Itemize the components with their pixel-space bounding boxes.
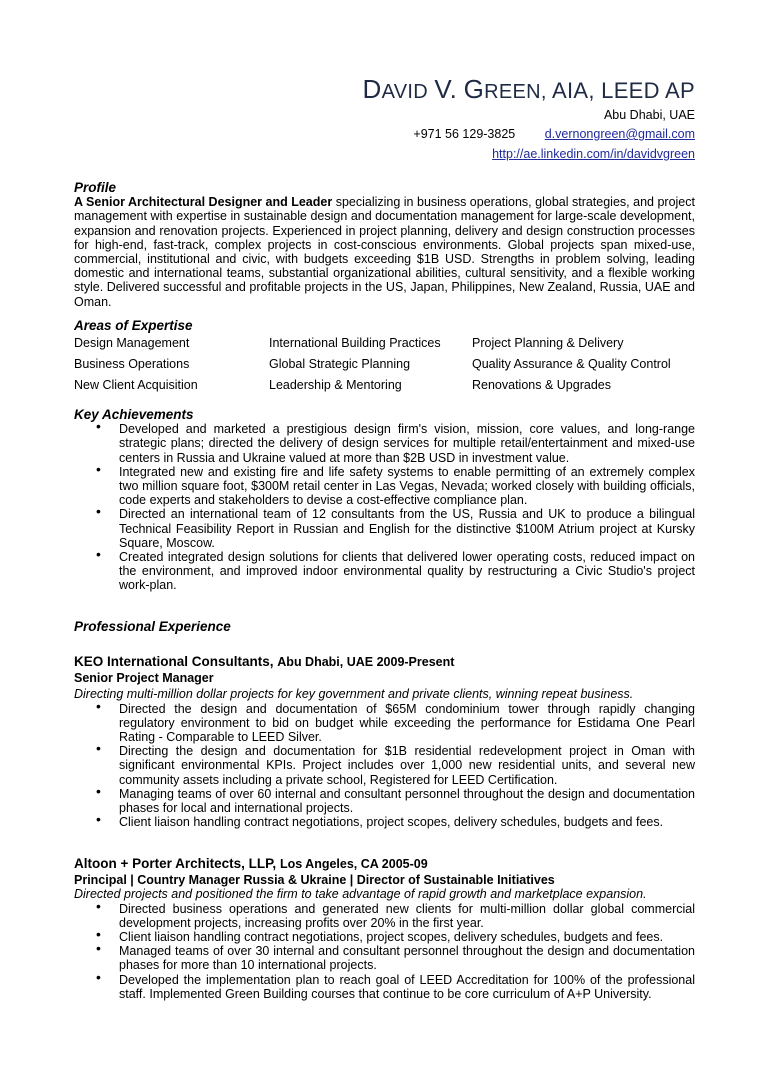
list-item bbox=[74, 546, 695, 593]
name-first-rest: AVID bbox=[381, 81, 428, 103]
job-keo bbox=[74, 655, 695, 829]
expertise-item: International Building Practices bbox=[269, 335, 441, 350]
list-item bbox=[74, 740, 695, 787]
linkedin-link[interactable]: http://ae.linkedin.com/in/davidvgreen bbox=[492, 147, 695, 161]
bullet-icon: • bbox=[96, 418, 101, 435]
profile-heading: Profile bbox=[74, 180, 117, 195]
list-item-text: Managing teams of over 60 internal and consultant personnel throughout the design and documentation phases for local and international projects. bbox=[119, 786, 695, 816]
expertise-item: Renovations & Upgrades bbox=[472, 377, 611, 392]
bullet-icon: • bbox=[96, 546, 101, 563]
expertise-item: Design Management bbox=[74, 335, 190, 350]
name-middle: V. bbox=[434, 74, 458, 104]
list-item bbox=[74, 460, 695, 508]
company-title: Altoon + Porter Architects, LLP, bbox=[74, 856, 277, 871]
bullet-icon: • bbox=[96, 968, 101, 985]
achievements-list bbox=[74, 418, 695, 593]
bullet-icon: • bbox=[96, 926, 101, 943]
list-item bbox=[74, 418, 695, 465]
list-item bbox=[74, 968, 695, 1001]
list-item bbox=[74, 926, 695, 945]
list-item-text: Integrated new and existing fire and life safety systems to enable permitting of an extremely complex two million square foot, $300M retail center in Las Vegas, Nevada; worked closely with building officials, code experts and stakeholders to devise a cost-effective compliance plan. bbox=[119, 464, 695, 508]
list-item bbox=[74, 503, 695, 550]
list-item bbox=[74, 811, 695, 830]
job-summary: Directing multi-million dollar projects for key government and private clients, winning repeat business. bbox=[74, 687, 634, 702]
achievements-heading: Key Achievements bbox=[74, 407, 194, 422]
expertise-item: Quality Assurance & Quality Control bbox=[472, 356, 671, 371]
company-name bbox=[74, 857, 695, 871]
expertise-row bbox=[74, 332, 695, 353]
profile-body: specializing in business operations, global strategies, and project management with expertise in sustainable design and documentation management for large-scale development, expansion and renovation projects. Experienced in project planning, delivery and design construction processes for high-end, fast-track, complex projects in cost-conscious environments. Global projects span mixed-use, commercial, institutional and civic, with budgets exceeding $1B USD. Strengths in problem solving, leading domestic and international teams, substantial organizational abilities, cultural sensitivity, and a flexible working style. Delivered successful and profitable projects in the US, Japan, Philippines, New Zealand, Russia, UAE and Oman. bbox=[74, 195, 695, 309]
bullet-icon: • bbox=[96, 782, 101, 799]
job-bullets bbox=[74, 897, 695, 1001]
credential-aia: AIA, bbox=[551, 78, 595, 103]
name-first-initial: D bbox=[362, 74, 382, 104]
name-last-rest: REEN, bbox=[484, 81, 547, 103]
expertise-row bbox=[74, 353, 695, 374]
bullet-icon: • bbox=[96, 811, 101, 828]
candidate-name bbox=[363, 74, 696, 105]
bullet-icon: • bbox=[96, 940, 101, 957]
bullet-icon: • bbox=[96, 740, 101, 757]
job-bullets bbox=[74, 697, 695, 830]
company-name bbox=[74, 655, 695, 669]
linkedin-row bbox=[492, 147, 695, 161]
profile-text bbox=[74, 195, 695, 309]
expertise-item: Global Strategic Planning bbox=[269, 356, 411, 371]
expertise-table bbox=[74, 332, 695, 395]
expertise-row bbox=[74, 374, 695, 395]
expertise-item: Business Operations bbox=[74, 356, 190, 371]
credential-leed: LEED AP bbox=[601, 78, 695, 103]
list-item bbox=[74, 897, 695, 930]
list-item-text: Directed the design and documentation of $65M condominium tower through rapidly changing regulatory environment to bid on budget while exceeding the performance for Estidama One Pearl Rating - Comparable to LEED Silver. bbox=[119, 701, 695, 745]
list-item-text: Directed business operations and generated new clients for multi-million dollar global commercial development projects, increasing profits over 20% in the first year. bbox=[119, 901, 695, 930]
list-item-text: Client liaison handling contract negotiations, project scopes, delivery schedules, budgets and fees. bbox=[119, 930, 664, 945]
bullet-icon: • bbox=[96, 460, 101, 477]
job-altoon-porter bbox=[74, 857, 695, 1001]
list-item-text: Managed teams of over 30 internal and consultant personnel throughout the design and documentation phases for more than 10 international projects. bbox=[119, 944, 695, 973]
experience-heading: Professional Experience bbox=[74, 619, 231, 634]
list-item bbox=[74, 697, 695, 745]
job-role: Senior Project Manager bbox=[74, 671, 214, 686]
job-role: Principal | Country Manager Russia & Ukraine | Director of Sustainable Initiatives bbox=[74, 873, 555, 888]
experience-heading-wrap bbox=[74, 620, 695, 634]
job-summary: Directed projects and positioned the firm to take advantage of rapid growth and marketplace expansion. bbox=[74, 887, 647, 902]
location: Abu Dhabi, UAE bbox=[603, 108, 695, 122]
profile-section bbox=[74, 181, 695, 309]
bullet-icon: • bbox=[96, 897, 101, 914]
achievements-section bbox=[74, 408, 695, 593]
expertise-item: New Client Acquisition bbox=[74, 377, 198, 392]
phone-number: +971 56 129-3825 bbox=[413, 127, 516, 141]
profile-lead: A Senior Architectural Designer and Leader bbox=[74, 195, 333, 210]
list-item-text: Developed and marketed a prestigious design firm's vision, mission, core values, and long-range strategic plans; directed the delivery of design services for multiple retail/entertainment and mixed-use centers in Russia and Ukraine valued at more than $2B USD in investment value. bbox=[119, 422, 695, 465]
company-location: Los Angeles, CA 2005-09 bbox=[279, 857, 428, 871]
expertise-heading: Areas of Expertise bbox=[74, 318, 193, 333]
list-item-text: Developed the implementation plan to reach goal of LEED Accreditation for 100% of the professional staff. Implemented Green Building courses that continue to be core curriculum of A+P University. bbox=[119, 972, 695, 1001]
name-last-initial: G bbox=[463, 74, 485, 104]
bullet-icon: • bbox=[96, 697, 101, 714]
email-link[interactable]: d.vernongreen@gmail.com bbox=[544, 127, 695, 141]
expertise-item: Leadership & Mentoring bbox=[269, 377, 402, 392]
list-item-text: Directing the design and documentation for $1B residential redevelopment project in Oman with significant environmental KPIs. Project includes over 1,000 new residential units, and several new community assets including a private school, Registered for LEED Certification. bbox=[119, 744, 695, 787]
list-item-text: Created integrated design solutions for clients that delivered lower operating costs, reduced impact on the environment, and improved indoor environmental quality by restructuring a Civic Studio's project work-plan. bbox=[119, 550, 695, 593]
contact-row bbox=[413, 127, 695, 141]
list-item-text: Directed an international team of 12 consultants from the US, Russia and UK to produce a bilingual Technical Feasibility Report in Russian and English for the distinctive $100M Atrium project at Kursky Square, Moscow. bbox=[119, 507, 695, 550]
company-title: KEO International Consultants, bbox=[74, 654, 274, 669]
company-location: Abu Dhabi, UAE 2009-Present bbox=[277, 655, 455, 669]
list-item bbox=[74, 940, 695, 973]
expertise-item: Project Planning & Delivery bbox=[472, 335, 624, 350]
bullet-icon: • bbox=[96, 503, 101, 520]
list-item bbox=[74, 782, 695, 816]
list-item-text: Client liaison handling contract negotiations, project scopes, delivery schedules, budgets and fees. bbox=[119, 815, 664, 830]
